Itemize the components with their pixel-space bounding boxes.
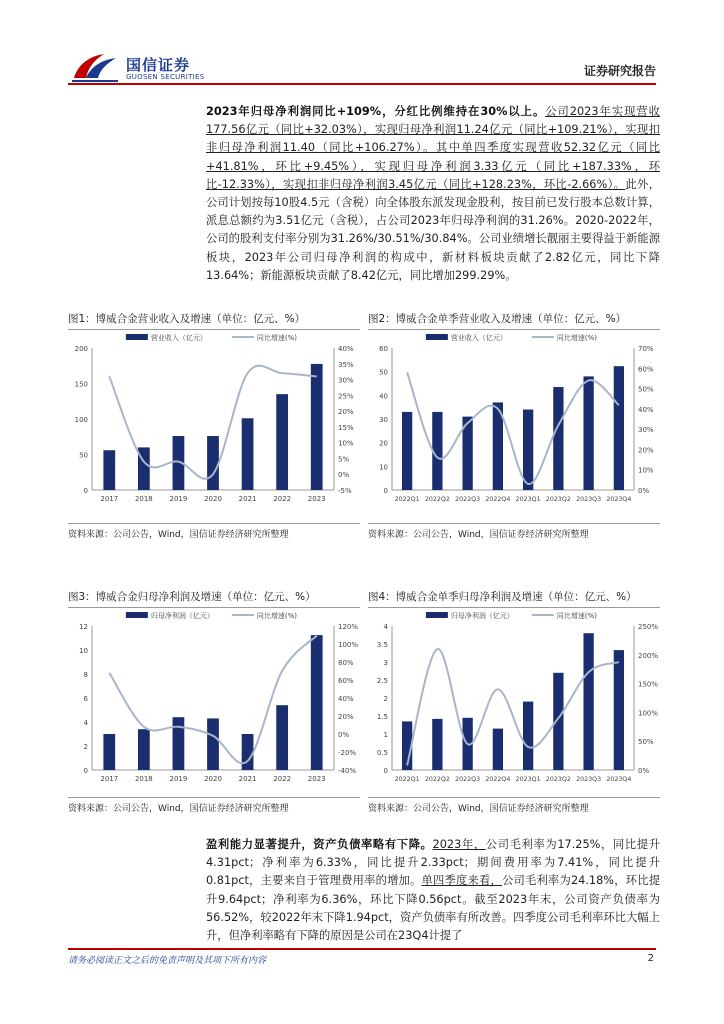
y-tick-right: 20% bbox=[638, 446, 654, 455]
figure-divider bbox=[68, 797, 360, 798]
bar bbox=[553, 387, 563, 490]
paragraph-sentence: 此外，公司计划按每10股4.5元（含税）向全体股东派发现金股利，按目前已发行股本总数计算，派息总额约为3.51亿元（含税），占公司2023年归母净利润的31.26%。2020-2022年，公司的股利支付率分别为31.26%/30.51%/30.84%。公司业绩增长靓丽主要得益于新能源板块，2023年公司归母净利润的构成中，新材料板块贡献了2.82亿元，同比下降13.64%；新能源板块贡献了8.42亿元，同比增加299.29%。 bbox=[206, 177, 660, 282]
x-tick-label: 2023 bbox=[307, 495, 326, 503]
y-tick-left: 30 bbox=[379, 416, 388, 424]
y-tick-right: 25% bbox=[338, 392, 354, 401]
y-tick-right: 10% bbox=[338, 439, 354, 448]
bar bbox=[523, 410, 533, 490]
figure-source: 资料来源：公司公告，Wind，国信证券经济研究所整理 bbox=[68, 804, 289, 814]
x-tick-label: 2023 bbox=[307, 775, 326, 783]
x-tick-label: 2023Q2 bbox=[545, 776, 571, 783]
y-tick-right: 60% bbox=[638, 365, 654, 374]
y-tick-left: 100 bbox=[74, 416, 88, 424]
y-tick-right: 0% bbox=[338, 471, 350, 480]
y-tick-left: 50 bbox=[379, 368, 388, 377]
y-tick-right: 20% bbox=[338, 408, 354, 417]
y-tick-right: -20% bbox=[338, 749, 357, 757]
figure-divider bbox=[368, 797, 660, 798]
y-tick-left: 0 bbox=[83, 767, 88, 775]
x-tick-label: 2018 bbox=[134, 775, 153, 783]
y-tick-left: 8 bbox=[83, 671, 88, 679]
x-tick-label: 2023Q1 bbox=[515, 776, 541, 783]
bar bbox=[583, 633, 593, 770]
bar bbox=[103, 450, 115, 490]
paragraph-sentence: 公司2023年实现营收177.56亿元（同比+32.03%），实现归母净利润11.24亿元（同比+109.21%），实现扣非归母净利润11.40（同比+106.27%）。 bbox=[206, 105, 660, 155]
bar bbox=[276, 394, 288, 490]
x-tick-label: 2020 bbox=[204, 775, 222, 783]
header-divider bbox=[68, 83, 656, 85]
bar bbox=[207, 718, 219, 770]
figure-source: 资料来源：公司公告，Wind，国信证券经济研究所整理 bbox=[68, 530, 289, 540]
y-tick-right: 40% bbox=[338, 695, 354, 703]
y-tick-right: -40% bbox=[338, 767, 357, 775]
x-tick-label: 2022Q2 bbox=[424, 776, 450, 783]
report-type-label: 证券研究报告 bbox=[583, 64, 656, 78]
legend-bar-label: 归母净利润（亿元） bbox=[450, 612, 514, 620]
figure-title: 图2：博威合金单季营业收入及增速（单位：亿元、%） bbox=[368, 311, 660, 330]
chart-quarterly-revenue bbox=[368, 330, 660, 510]
legend-bar-swatch bbox=[426, 334, 448, 340]
x-tick-label: 2018 bbox=[134, 495, 153, 503]
chart-annual-net-profit bbox=[68, 608, 360, 790]
y-tick-right: 35% bbox=[338, 360, 354, 369]
bar bbox=[523, 702, 533, 770]
bar bbox=[103, 734, 115, 770]
y-tick-right: 15% bbox=[338, 423, 354, 432]
y-tick-right: 20% bbox=[338, 713, 354, 721]
y-tick-right: 70% bbox=[638, 345, 654, 353]
x-tick-label: 2022Q3 bbox=[455, 776, 481, 783]
y-tick-right: 100% bbox=[638, 709, 659, 718]
legend-bar-label: 归母净利润（亿元） bbox=[150, 612, 214, 620]
x-tick-label: 2023Q3 bbox=[576, 496, 602, 503]
bar bbox=[311, 364, 323, 490]
logo-text-cn: 国信证券 bbox=[126, 56, 191, 74]
y-tick-left: 50 bbox=[79, 451, 88, 460]
x-tick-label: 2023Q3 bbox=[576, 776, 602, 783]
bar bbox=[207, 436, 219, 490]
y-tick-right: 150% bbox=[638, 680, 659, 689]
y-tick-left: 0 bbox=[383, 487, 388, 495]
y-tick-right: -5% bbox=[338, 487, 352, 495]
bar bbox=[493, 729, 503, 770]
bar bbox=[402, 412, 412, 490]
y-tick-right: 50% bbox=[638, 738, 654, 747]
paragraph-net-profit bbox=[206, 103, 660, 285]
bar bbox=[138, 729, 150, 770]
chart-annual-revenue bbox=[68, 330, 360, 510]
y-tick-left: 2 bbox=[83, 743, 88, 751]
y-tick-right: 120% bbox=[338, 623, 359, 631]
x-tick-label: 2019 bbox=[169, 775, 188, 783]
y-tick-right: 30% bbox=[338, 376, 354, 385]
y-tick-left: 4 bbox=[83, 719, 88, 727]
bar bbox=[173, 717, 185, 770]
page-header bbox=[0, 0, 724, 86]
bar bbox=[311, 635, 323, 770]
figure-divider bbox=[368, 523, 660, 524]
y-tick-left: 10 bbox=[379, 463, 388, 472]
x-tick-label: 2022Q4 bbox=[485, 776, 511, 783]
legend-line-label: 同比增速(%) bbox=[556, 612, 598, 620]
bar bbox=[583, 376, 593, 490]
bar bbox=[614, 650, 624, 770]
footer-divider bbox=[68, 948, 656, 950]
paragraph-sentence: 2023年， bbox=[432, 838, 486, 851]
page-number: 2 bbox=[647, 953, 654, 964]
y-tick-left: 20 bbox=[379, 439, 388, 448]
x-tick-label: 2020 bbox=[204, 495, 222, 503]
x-tick-label: 2023Q2 bbox=[545, 496, 571, 503]
legend-bar-swatch bbox=[126, 334, 148, 340]
y-tick-left: 150 bbox=[74, 380, 88, 389]
y-tick-right: 30% bbox=[638, 426, 654, 435]
x-tick-label: 2017 bbox=[100, 495, 119, 503]
x-tick-label: 2023Q4 bbox=[606, 776, 632, 783]
y-tick-right: 100% bbox=[338, 641, 359, 649]
y-tick-left: 60 bbox=[379, 345, 388, 353]
figure-source: 资料来源：公司公告，Wind，国信证券经济研究所整理 bbox=[368, 530, 589, 540]
x-tick-label: 2022Q1 bbox=[394, 776, 420, 783]
figure-4 bbox=[368, 589, 660, 814]
figure-divider bbox=[68, 523, 360, 524]
y-tick-left: 200 bbox=[74, 345, 88, 353]
x-tick-label: 2022Q3 bbox=[455, 496, 481, 503]
figure-title: 图4：博威合金单季归母净利润及增速（单位：亿元、%） bbox=[368, 589, 660, 608]
y-tick-left: 0 bbox=[83, 487, 88, 495]
y-tick-right: 50% bbox=[638, 385, 654, 394]
company-logo bbox=[70, 50, 210, 84]
paragraph-headline: 盈利能力显著提升，资产负债率略有下降。 bbox=[206, 838, 433, 851]
x-tick-label: 2023Q4 bbox=[606, 496, 632, 503]
figure-3 bbox=[68, 589, 360, 814]
x-tick-label: 2021 bbox=[238, 495, 257, 503]
y-tick-right: 40% bbox=[338, 345, 354, 353]
bar bbox=[432, 719, 442, 770]
logo-icon bbox=[70, 50, 122, 84]
y-tick-left: 4 bbox=[383, 623, 388, 631]
paragraph-sentence: 单四季度来看， bbox=[421, 874, 502, 888]
legend-bar-label: 营业收入（亿元） bbox=[150, 334, 207, 342]
legend-bar-swatch bbox=[126, 612, 148, 618]
legend-line-label: 同比增速(%) bbox=[256, 334, 298, 342]
y-tick-right: 10% bbox=[638, 466, 654, 475]
y-tick-right: 0% bbox=[638, 487, 650, 495]
x-tick-label: 2022Q2 bbox=[424, 496, 450, 503]
legend-bar-label: 营业收入（亿元） bbox=[450, 334, 507, 342]
paragraph-profitability bbox=[206, 836, 660, 945]
y-tick-right: 40% bbox=[638, 405, 654, 414]
y-tick-left: 0 bbox=[383, 767, 388, 775]
y-tick-left: 2 bbox=[383, 695, 388, 703]
x-tick-label: 2022Q4 bbox=[485, 496, 511, 503]
y-tick-left: 10 bbox=[79, 647, 88, 655]
y-tick-left: 1 bbox=[383, 731, 388, 739]
paragraph-headline: 2023年归母净利润同比+109%，分红比例维持在30%以上。 bbox=[206, 105, 546, 118]
logo-text-en: GUOSEN SECURITIES bbox=[126, 73, 205, 81]
y-tick-left: 3 bbox=[383, 659, 388, 667]
y-tick-left: 40 bbox=[379, 392, 388, 401]
figure-1 bbox=[68, 311, 360, 540]
y-tick-right: 60% bbox=[338, 677, 354, 685]
legend-line-label: 同比增速(%) bbox=[256, 612, 298, 620]
y-tick-left: 1.5 bbox=[376, 713, 388, 721]
figure-source: 资料来源：公司公告，Wind，国信证券经济研究所整理 bbox=[368, 804, 589, 814]
y-tick-left: 6 bbox=[83, 695, 88, 703]
x-tick-label: 2022Q1 bbox=[394, 496, 420, 503]
y-tick-right: 0% bbox=[338, 731, 350, 739]
x-tick-label: 2021 bbox=[238, 775, 257, 783]
x-tick-label: 2023Q1 bbox=[515, 496, 541, 503]
figure-title: 图3：博威合金归母净利润及增速（单位：亿元、%） bbox=[68, 589, 360, 608]
y-tick-right: 250% bbox=[638, 623, 659, 631]
y-tick-left: 2.5 bbox=[376, 677, 388, 685]
y-tick-left: 0.5 bbox=[376, 749, 388, 757]
y-tick-left: 12 bbox=[79, 623, 88, 631]
figure-title: 图1：博威合金营业收入及增速（单位：亿元、%） bbox=[68, 311, 360, 330]
x-tick-label: 2022 bbox=[273, 775, 292, 783]
y-tick-right: 200% bbox=[638, 651, 659, 660]
x-tick-label: 2022 bbox=[273, 495, 292, 503]
bar bbox=[614, 366, 624, 490]
figure-2 bbox=[368, 311, 660, 540]
chart-quarterly-net-profit bbox=[368, 608, 660, 790]
x-tick-label: 2017 bbox=[100, 775, 119, 783]
paragraph-sentence: 公司毛利率为17.25%，同比提升4.31pct；净利率为6.33%，同比提升2.33pct；期间费用率为7.41%，同比提升0.81pct，主要来自于管理费用率的增加。 bbox=[206, 838, 661, 888]
legend-line-label: 同比增速(%) bbox=[556, 334, 598, 342]
bar bbox=[242, 734, 254, 770]
y-tick-right: 80% bbox=[338, 659, 354, 667]
paragraph-sentence: 公司毛利率为24.18%，环比提升9.64pct；净利率为6.36%，环比下降0.56pct。截至2023年末，公司资产负债率为56.52%，较2022年末下降1.94pct，资产负债率有所改善。四季度公司毛利率环比大幅上升，但净利率略有下降的原因是公司在23Q4计提了 bbox=[206, 874, 660, 943]
y-tick-right: 5% bbox=[338, 455, 350, 464]
bar bbox=[242, 418, 254, 490]
bar bbox=[276, 705, 288, 770]
legend-bar-swatch bbox=[426, 612, 448, 618]
footer-disclaimer: 请务必阅读正文之后的免责声明及其项下所有内容 bbox=[68, 956, 267, 966]
x-tick-label: 2019 bbox=[169, 495, 188, 503]
paragraph-sentence: 其中单四季度实现营收52.32亿元（同比+41.81%，环比+9.45%），实现归母净利润3.33亿元（同比+187.33%，环比-12.33%），实现扣非归母净利润3.45亿元（同比+128.23%，环比-2.66%）。 bbox=[206, 141, 661, 191]
y-tick-right: 0% bbox=[638, 767, 650, 775]
y-tick-left: 3.5 bbox=[376, 641, 388, 649]
